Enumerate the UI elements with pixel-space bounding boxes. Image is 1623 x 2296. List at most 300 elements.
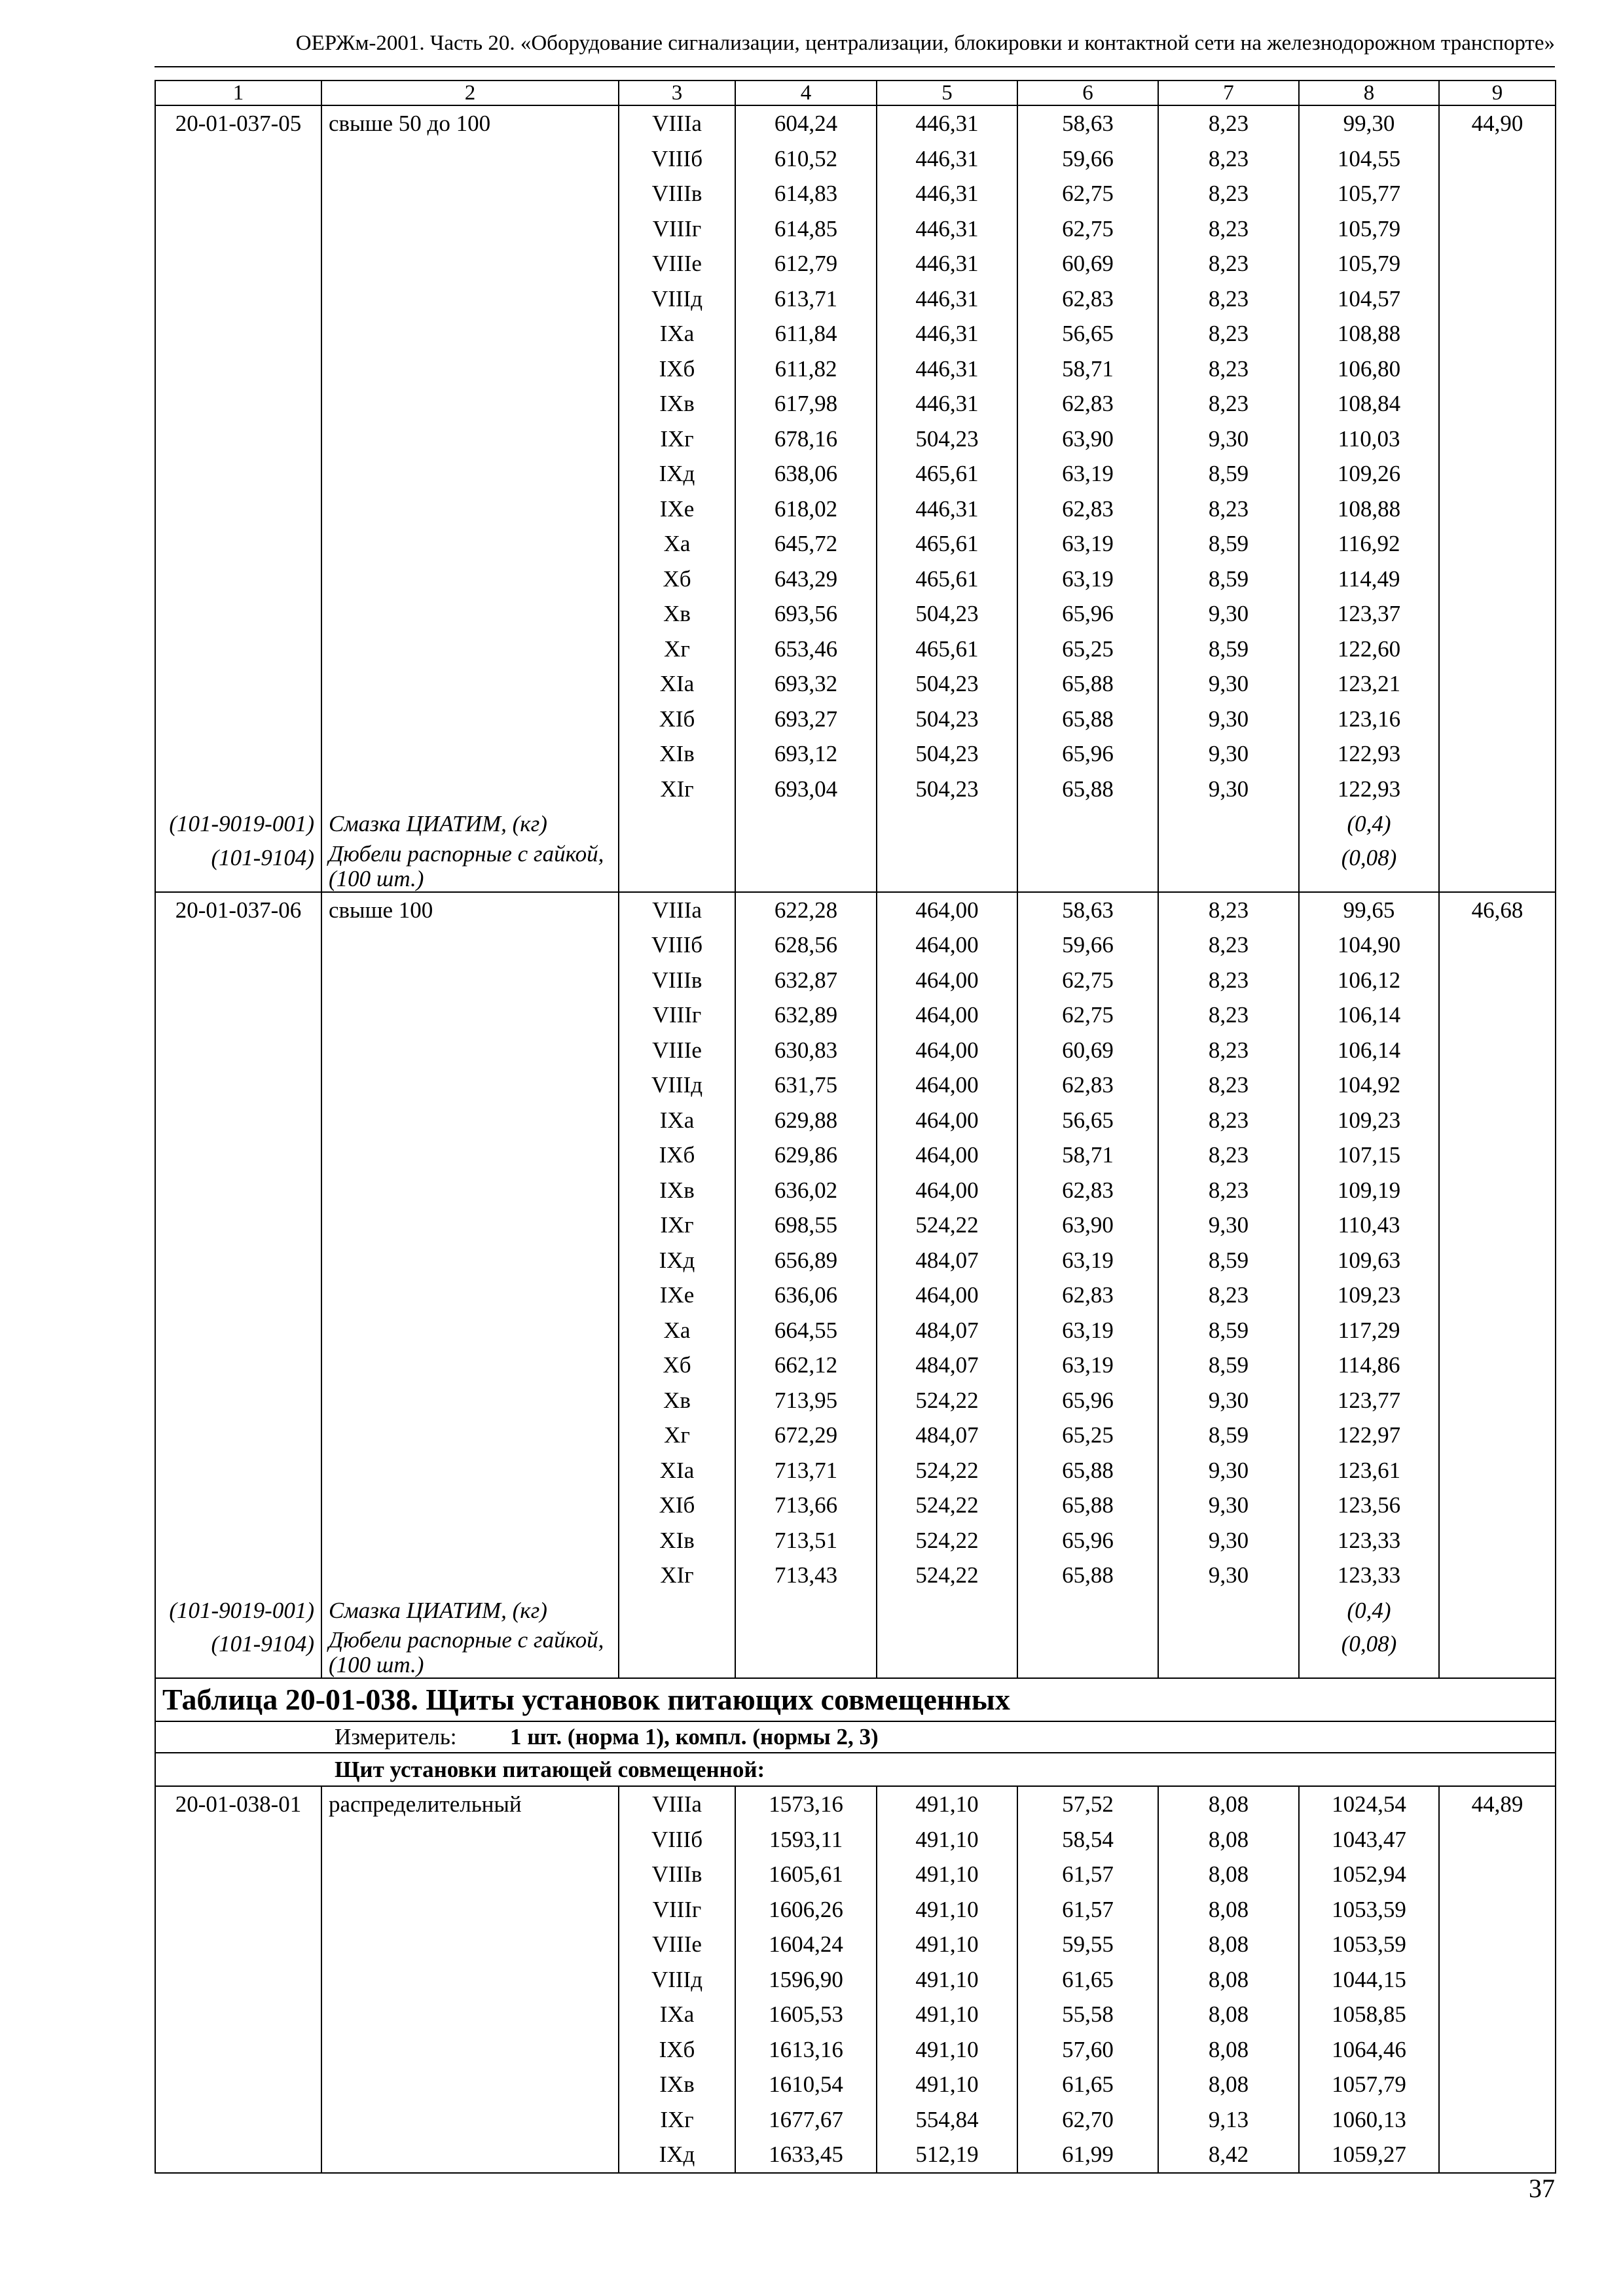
value-cell: IXа — [659, 2001, 695, 2027]
value-cell: 8,08 — [1208, 1931, 1249, 1957]
value-cell: 9,30 — [1208, 706, 1249, 732]
value-cell: 123,21 — [1337, 671, 1401, 696]
value-cell: 693,04 — [774, 776, 838, 802]
value-column-8 — [1299, 1786, 1439, 2173]
value-cell: 63,19 — [1062, 1352, 1114, 1378]
value-cell: 636,02 — [774, 1177, 838, 1203]
value-cell: 8,23 — [1208, 391, 1249, 416]
rates-table — [155, 80, 1556, 2174]
value-cell: 464,00 — [915, 1177, 979, 1203]
value-cell: VIIIг — [652, 215, 702, 242]
value-cell: 524,22 — [915, 1527, 979, 1553]
value-cell: 629,88 — [774, 1107, 838, 1133]
value-column-3 — [619, 1786, 735, 2173]
value-cell: 104,57 — [1337, 285, 1401, 312]
value-cell: 484,07 — [915, 1422, 979, 1448]
value-cell: 8,59 — [1208, 565, 1249, 592]
material-code: (101-9104) — [211, 844, 314, 870]
value-cell: 55,58 — [1062, 2001, 1114, 2027]
value-cell: 62,83 — [1062, 1072, 1114, 1098]
value-cell: Xа — [663, 1317, 691, 1343]
value-cell: 9,30 — [1208, 671, 1249, 696]
rate-name: свыше 50 до 100 — [329, 111, 491, 136]
value-cell: 491,10 — [915, 2001, 979, 2027]
value-cell: 1058,85 — [1332, 2001, 1406, 2027]
value-cell: 713,71 — [774, 1457, 838, 1483]
value-cell: 622,28 — [774, 897, 838, 923]
value-cell: 693,56 — [774, 601, 838, 626]
spacer — [162, 141, 314, 807]
value-cell: 465,61 — [915, 636, 979, 662]
material-value: (0,08) — [1341, 844, 1397, 870]
value-cell: 59,66 — [1062, 932, 1114, 958]
material-name: Дюбели распорные с гайкой, (100 шт.) — [329, 1627, 604, 1677]
rate-group — [155, 892, 1556, 1679]
value-cell: 491,10 — [915, 1826, 979, 1852]
value-cell: 123,16 — [1337, 706, 1401, 732]
value-cell: 491,10 — [915, 1931, 979, 1957]
value-cell: 491,10 — [915, 1896, 979, 1922]
value-cell: 446,31 — [915, 181, 979, 206]
value-cell: XIв — [659, 1527, 695, 1553]
value-cell: 1677,67 — [769, 2106, 843, 2132]
value-cell: 504,23 — [915, 601, 979, 626]
value-cell: 60,69 — [1062, 251, 1114, 276]
value-cell: 122,60 — [1337, 636, 1401, 662]
value-column-6 — [1017, 1786, 1158, 2173]
value-cell: 610,52 — [774, 145, 838, 171]
value-cell: 484,07 — [915, 1247, 979, 1273]
column-number: 8 — [1299, 81, 1439, 105]
value-cell: 104,90 — [1337, 932, 1401, 958]
value-cell: 62,70 — [1062, 2106, 1114, 2132]
value-cell: 8,23 — [1208, 932, 1249, 958]
value-cell: 464,00 — [915, 1107, 979, 1133]
value-cell: 61,65 — [1062, 2072, 1114, 2097]
value-cell: 8,08 — [1208, 2072, 1249, 2097]
value-cell: IXб — [659, 355, 695, 382]
value-cell: 65,88 — [1062, 1457, 1114, 1483]
value-cell: 1596,90 — [769, 1966, 843, 1992]
value-cell: 1059,27 — [1332, 2142, 1406, 2167]
value-cell: 65,88 — [1062, 706, 1114, 732]
value-cell: 662,12 — [774, 1352, 838, 1378]
value-cell: 8,23 — [1208, 897, 1249, 923]
value-column-7 — [1158, 892, 1299, 1679]
value-cell: 713,66 — [774, 1492, 838, 1518]
value-cell: 65,96 — [1062, 1527, 1114, 1553]
value-cell: VIIIа — [652, 1791, 702, 1817]
value-cell: 446,31 — [915, 391, 979, 416]
value-cell: 8,08 — [1208, 1791, 1249, 1817]
value-cell: 504,23 — [915, 671, 979, 696]
value-cell: 1604,24 — [769, 1931, 843, 1957]
value-cell: XIа — [659, 1457, 695, 1483]
value-cell: 484,07 — [915, 1352, 979, 1378]
col9-value: 46,68 — [1439, 892, 1556, 1679]
rate-name: свыше 100 — [329, 897, 433, 923]
value-column-3 — [619, 105, 735, 892]
value-cell: VIIIг — [652, 1002, 702, 1028]
value-cell: 65,88 — [1062, 1562, 1114, 1588]
value-cell: 8,59 — [1208, 1247, 1249, 1273]
value-cell: 693,27 — [774, 706, 838, 732]
material-name: Смазка ЦИАТИМ, (кг) — [329, 811, 547, 836]
value-cell: 632,87 — [774, 967, 838, 993]
value-cell: 678,16 — [774, 425, 838, 452]
value-cell: 114,86 — [1338, 1352, 1400, 1378]
value-cell: 653,46 — [774, 636, 838, 662]
value-cell: IXб — [659, 2036, 695, 2062]
value-cell: 9,30 — [1208, 1457, 1249, 1483]
value-cell: 65,25 — [1062, 1422, 1114, 1448]
value-cell: 1606,26 — [769, 1896, 843, 1922]
value-cell: IXг — [660, 2106, 694, 2132]
value-cell: 110,03 — [1338, 425, 1400, 452]
value-cell: 491,10 — [915, 1861, 979, 1887]
value-cell: 464,00 — [915, 1142, 979, 1168]
value-cell: 464,00 — [915, 1072, 979, 1098]
value-cell: 8,08 — [1208, 1861, 1249, 1887]
value-cell: IXд — [659, 1247, 695, 1273]
value-column-5 — [877, 1786, 1017, 2173]
unit-cell — [155, 1721, 1556, 1753]
value-cell: 8,23 — [1208, 1037, 1249, 1063]
spacer — [329, 927, 611, 1593]
value-cell: 8,59 — [1208, 1352, 1249, 1378]
value-column-6 — [1017, 105, 1158, 892]
value-cell: 8,23 — [1208, 355, 1249, 382]
value-cell: 464,00 — [915, 897, 979, 923]
value-cell: IXд — [659, 2142, 695, 2167]
value-cell: 9,30 — [1208, 1527, 1249, 1553]
value-cell: 491,10 — [915, 2072, 979, 2097]
value-cell: 9,30 — [1208, 1387, 1249, 1413]
rate-group — [155, 105, 1556, 892]
value-cell: IXе — [659, 495, 695, 522]
rate-code-cell — [155, 892, 321, 1679]
value-cell: 65,96 — [1062, 601, 1114, 626]
rate-name-cell — [321, 105, 619, 892]
value-cell: 614,83 — [774, 181, 838, 206]
value-cell: 504,23 — [915, 706, 979, 732]
value-cell: 645,72 — [774, 531, 838, 556]
value-cell: IXе — [659, 1282, 695, 1308]
value-cell: VIIIд — [651, 1966, 703, 1992]
value-cell: 63,19 — [1062, 1317, 1114, 1343]
value-cell: 8,23 — [1208, 251, 1249, 276]
value-cell: 107,15 — [1337, 1142, 1401, 1168]
rate-code: 20-01-037-06 — [175, 897, 302, 923]
value-cell: 65,96 — [1062, 1387, 1114, 1413]
value-cell: 8,08 — [1208, 2001, 1249, 2027]
value-cell: 612,79 — [774, 251, 838, 276]
value-cell: 61,57 — [1062, 1861, 1114, 1887]
value-cell: 61,57 — [1062, 1896, 1114, 1922]
value-cell: 1053,59 — [1332, 1896, 1406, 1922]
value-cell: 8,42 — [1208, 2142, 1249, 2167]
material-name: Смазка ЦИАТИМ, (кг) — [329, 1597, 547, 1623]
value-cell: 504,23 — [915, 741, 979, 766]
value-cell: VIIIв — [651, 967, 702, 993]
value-column-8 — [1299, 892, 1439, 1679]
value-column-4 — [735, 105, 877, 892]
value-cell: 446,31 — [915, 321, 979, 346]
value-cell: 1610,54 — [769, 2072, 843, 2097]
value-column-8 — [1299, 105, 1439, 892]
value-cell: 59,66 — [1062, 145, 1114, 171]
value-cell: IXг — [660, 1212, 694, 1238]
value-cell: 56,65 — [1062, 321, 1114, 346]
value-cell: 62,75 — [1062, 181, 1114, 206]
value-cell: VIIIб — [651, 145, 703, 171]
value-cell: XIб — [659, 1492, 695, 1518]
value-cell: 8,23 — [1208, 321, 1249, 346]
value-cell: 61,65 — [1062, 1966, 1114, 1992]
value-cell: XIа — [659, 671, 695, 696]
value-column-7 — [1158, 105, 1299, 892]
value-cell: 8,23 — [1208, 111, 1249, 136]
value-cell: 9,30 — [1208, 601, 1249, 626]
value-cell: 713,51 — [774, 1527, 838, 1553]
value-cell: 638,06 — [774, 461, 838, 486]
value-cell: 105,77 — [1337, 181, 1401, 206]
value-cell: 464,00 — [915, 1002, 979, 1028]
value-cell: 611,82 — [775, 355, 837, 382]
table-title: Таблица 20-01-038. Щиты установок питающих совмещенных — [155, 1678, 1556, 1721]
value-cell: 8,08 — [1208, 1966, 1249, 1992]
value-cell: 63,19 — [1062, 461, 1114, 486]
value-cell: Xг — [664, 636, 690, 662]
value-cell: IXв — [659, 2072, 695, 2097]
value-cell: 1064,46 — [1332, 2036, 1406, 2062]
value-cell: 8,23 — [1208, 1142, 1249, 1168]
rate-code: 20-01-037-05 — [175, 111, 302, 136]
value-cell: Xг — [664, 1422, 690, 1448]
unit-value: 1 шт. (норма 1), компл. (нормы 2, 3) — [510, 1724, 879, 1749]
material-code: (101-9019-001) — [169, 811, 314, 836]
value-cell: 62,83 — [1062, 285, 1114, 312]
value-cell: VIIIг — [652, 1896, 702, 1922]
value-cell: 58,63 — [1062, 111, 1114, 136]
value-cell: 9,30 — [1208, 1492, 1249, 1518]
subheading-row — [155, 1753, 1556, 1786]
value-cell: 713,95 — [774, 1387, 838, 1413]
value-cell: 58,54 — [1062, 1826, 1114, 1852]
value-cell: 116,92 — [1338, 531, 1400, 556]
value-cell: VIIIв — [651, 1861, 702, 1887]
value-cell: 618,02 — [774, 495, 838, 522]
value-cell: 104,92 — [1337, 1072, 1401, 1098]
value-cell: 8,59 — [1208, 531, 1249, 556]
value-cell: 631,75 — [774, 1072, 838, 1098]
value-cell: 636,06 — [774, 1282, 838, 1308]
value-cell: 656,89 — [774, 1247, 838, 1273]
value-cell: 109,23 — [1337, 1107, 1401, 1133]
value-cell: 8,23 — [1208, 1177, 1249, 1203]
rate-code-cell — [155, 105, 321, 892]
value-cell: 464,00 — [915, 932, 979, 958]
value-cell: 106,14 — [1337, 1002, 1401, 1028]
value-cell: 524,22 — [915, 1457, 979, 1483]
value-cell: 512,19 — [915, 2142, 979, 2167]
value-cell: 104,55 — [1337, 145, 1401, 171]
value-cell: 1605,53 — [769, 2001, 843, 2027]
value-cell: 106,80 — [1337, 355, 1401, 382]
value-cell: 1633,45 — [769, 2142, 843, 2167]
value-cell: 63,90 — [1062, 1212, 1114, 1238]
value-cell: 491,10 — [915, 2036, 979, 2062]
value-cell: Xв — [663, 601, 691, 626]
value-column-3 — [619, 892, 735, 1679]
rate-name-cell — [321, 892, 619, 1679]
value-cell: 122,97 — [1337, 1422, 1401, 1448]
value-cell: VIIIб — [651, 932, 703, 958]
value-cell: 1573,16 — [769, 1791, 843, 1817]
value-cell: 464,00 — [915, 967, 979, 993]
value-cell: 108,88 — [1337, 321, 1401, 346]
column-number: 3 — [619, 81, 735, 105]
value-cell: 713,43 — [774, 1562, 838, 1588]
value-cell: 63,19 — [1062, 531, 1114, 556]
value-cell: VIIIд — [651, 1072, 703, 1098]
value-cell: 464,00 — [915, 1037, 979, 1063]
value-cell: 491,10 — [915, 1966, 979, 1992]
value-cell: 1613,16 — [769, 2036, 843, 2062]
value-cell: IXа — [659, 321, 695, 346]
value-cell: 614,85 — [774, 215, 838, 242]
value-cell: 1605,61 — [769, 1861, 843, 1887]
value-cell: 8,23 — [1208, 1002, 1249, 1028]
value-cell: 628,56 — [774, 932, 838, 958]
value-cell: Xб — [663, 565, 691, 592]
value-cell: 99,30 — [1343, 111, 1395, 136]
value-cell: VIIIе — [652, 1037, 702, 1063]
material-code: (101-9104) — [211, 1631, 314, 1657]
value-cell: 446,31 — [915, 285, 979, 312]
value-cell: VIIIа — [652, 111, 702, 136]
value-cell: 122,93 — [1337, 741, 1401, 766]
value-cell: 65,96 — [1062, 741, 1114, 766]
value-cell: 106,14 — [1337, 1037, 1401, 1063]
value-cell: 1593,11 — [769, 1826, 843, 1852]
header-rule — [155, 66, 1555, 67]
value-column-6 — [1017, 892, 1158, 1679]
value-cell: 59,55 — [1062, 1931, 1114, 1957]
value-cell: 8,08 — [1208, 2036, 1249, 2062]
value-cell: 109,63 — [1337, 1247, 1401, 1273]
value-cell: 693,12 — [774, 741, 838, 766]
rate-name-cell — [321, 1786, 619, 2173]
value-cell: VIIIв — [651, 181, 702, 206]
value-cell: 114,49 — [1338, 565, 1400, 592]
value-cell: 109,19 — [1337, 1177, 1401, 1203]
value-cell: 446,31 — [915, 495, 979, 522]
value-cell: 1060,13 — [1332, 2106, 1406, 2132]
value-cell: 62,83 — [1062, 391, 1114, 416]
value-cell: 62,75 — [1062, 215, 1114, 242]
value-cell: 465,61 — [915, 531, 979, 556]
page-number: 37 — [1529, 2174, 1555, 2203]
subheading: Щит установки питающей совмещенной: — [335, 1757, 765, 1782]
value-cell: 617,98 — [774, 391, 838, 416]
value-cell: VIIIб — [651, 1826, 703, 1852]
material-value: (0,4) — [1347, 1597, 1391, 1623]
column-number: 2 — [321, 81, 619, 105]
value-cell: 123,77 — [1337, 1387, 1401, 1413]
value-cell: 62,75 — [1062, 967, 1114, 993]
value-cell: 693,32 — [774, 671, 838, 696]
value-cell: 56,65 — [1062, 1107, 1114, 1133]
value-cell: 123,33 — [1337, 1562, 1401, 1588]
value-cell: 57,52 — [1062, 1791, 1114, 1817]
value-cell: 8,23 — [1208, 181, 1249, 206]
value-cell: 1052,94 — [1332, 1861, 1406, 1887]
rate-name: распределительный — [329, 1791, 522, 1817]
column-number: 5 — [877, 81, 1017, 105]
value-cell: 446,31 — [915, 145, 979, 171]
value-cell: 611,84 — [775, 321, 837, 346]
value-cell: 672,29 — [774, 1422, 838, 1448]
value-cell: 446,31 — [915, 215, 979, 242]
rate-group — [155, 1786, 1556, 2173]
value-cell: 57,60 — [1062, 2036, 1114, 2062]
value-cell: 8,23 — [1208, 967, 1249, 993]
value-cell: 1024,54 — [1332, 1791, 1406, 1817]
column-number-row — [155, 81, 1556, 105]
value-cell: 8,23 — [1208, 285, 1249, 312]
value-cell: 122,93 — [1337, 776, 1401, 802]
value-cell: 1043,47 — [1332, 1826, 1406, 1852]
value-cell: 62,75 — [1062, 1002, 1114, 1028]
value-cell: VIIIа — [652, 897, 702, 923]
value-cell: 123,33 — [1337, 1527, 1401, 1553]
value-cell: 62,83 — [1062, 1177, 1114, 1203]
value-cell: 8,08 — [1208, 1826, 1249, 1852]
value-cell: 9,13 — [1208, 2106, 1249, 2132]
value-cell: 446,31 — [915, 251, 979, 276]
table-title-row — [155, 1678, 1556, 1721]
unit-label: Измеритель: — [335, 1724, 457, 1749]
value-cell: 8,59 — [1208, 1317, 1249, 1343]
value-cell: 524,22 — [915, 1492, 979, 1518]
value-cell: 99,65 — [1343, 897, 1395, 923]
value-cell: IXг — [660, 425, 694, 452]
value-cell: 105,79 — [1337, 215, 1401, 242]
value-cell: 9,30 — [1208, 776, 1249, 802]
value-cell: 491,10 — [915, 1791, 979, 1817]
value-cell: 465,61 — [915, 461, 979, 486]
value-cell: 8,08 — [1208, 1896, 1249, 1922]
col9-value: 44,90 — [1439, 105, 1556, 892]
value-cell: 109,23 — [1337, 1282, 1401, 1308]
value-cell: XIг — [660, 1562, 694, 1588]
value-cell: IXв — [659, 1177, 695, 1203]
value-cell: 62,83 — [1062, 1282, 1114, 1308]
spacer — [329, 141, 611, 807]
value-cell: 106,12 — [1337, 967, 1401, 993]
value-cell: VIIIе — [652, 1931, 702, 1957]
value-cell: 664,55 — [774, 1317, 838, 1343]
value-cell: 9,30 — [1208, 1562, 1249, 1588]
value-cell: 65,25 — [1062, 636, 1114, 662]
value-cell: 524,22 — [915, 1212, 979, 1238]
value-cell: VIIIе — [652, 251, 702, 276]
value-cell: 63,19 — [1062, 565, 1114, 592]
value-cell: 63,19 — [1062, 1247, 1114, 1273]
value-column-4 — [735, 892, 877, 1679]
value-cell: 110,43 — [1338, 1212, 1400, 1238]
